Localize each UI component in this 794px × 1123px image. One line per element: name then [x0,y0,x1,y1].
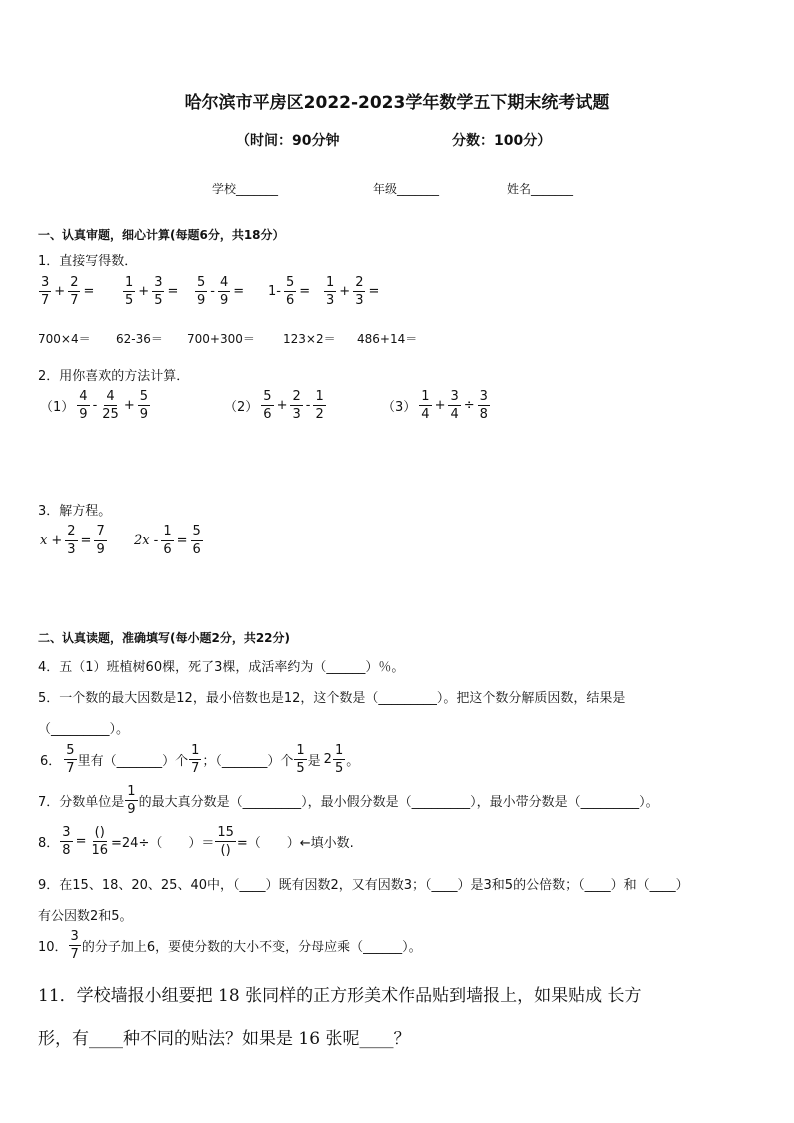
fraction: $\frac{5}{7}$ [66,743,75,776]
q5-text-line2: （_________）。 [38,722,130,737]
fraction: $\frac{5}{6}$ [285,275,295,308]
fraction: $\frac{3}{8}$ [62,825,71,858]
q9-text-line2: 有公因数2和5。 [38,909,133,924]
q7-text: 7．分数单位是 $\frac{1}{9}$ 的最大真分数是（_________），最小假分数是（_________），最小带分数是（_________）。 [38,784,659,817]
fraction: $\frac{3}{7}$ [70,929,79,962]
fraction: $\frac{3}{5}$ [154,275,163,308]
section-2-heading: 二、认真读题，准确填写(每小题2分，共22分) [38,631,291,645]
q2-expr-3: （3） $\frac{1}{4}$ + $\frac{3}{4}$ ÷ $\frac{3}{8}$ [382,389,488,422]
fraction: $\frac{1}{9}$ [127,784,136,817]
q2-expr-2: （2） $\frac{5}{6}$ + $\frac{2}{3}$ - $\frac{1}{2}$ [224,389,324,422]
q11-text-line2: 形，有____种不同的贴法？如果是 16 张呢____？ [38,1029,411,1049]
school-field: 学校_______ [212,182,279,196]
q1-label: 1．直接写得数． [38,254,138,269]
fraction: $\frac{1}{6}$ [163,524,172,557]
section-1-heading: 一、认真审题，细心计算(每题6分，共18分） [38,228,285,242]
q9-text-line1: 9．在15、18、20、25、40中，（____）既有因数2，又有因数3；（____）是3和5的公倍数；（____）和（____） [38,878,689,893]
fraction: $\frac{1}{2}$ [315,389,324,422]
fraction: $\frac{5}{6}$ [263,389,272,422]
q8-text: 8． $\frac{3}{8}$ = $\frac{()}{16}$ =24÷（ ）＝ $\frac{15}{()}$ =（ ）←填小数. [38,825,354,858]
fraction: $\frac{7}{9}$ [96,524,105,557]
fraction: $\frac{2}{3}$ [292,389,301,422]
q1-calc-1: 700×4＝ [38,332,91,346]
q1-calc-4: 123×2＝ [283,332,336,346]
q1-calc-5: 486+14＝ [357,332,418,346]
page-title: 哈尔滨市平房区2022-2023学年数学五下期末统考试题 [184,93,610,113]
fraction: $\frac{2}{3}$ [355,275,364,308]
fraction: $\frac{2}{7}$ [70,275,79,308]
q1-expr-5: $\frac{1}{3}$ + $\frac{2}{3}$ = [326,275,380,308]
fraction: $\frac{5}{9}$ [197,275,206,308]
q1-calc-3: 700+300＝ [187,332,255,346]
fraction: $\frac{1}{4}$ [421,389,430,422]
fraction: $\frac{5}{9}$ [139,389,148,422]
q1-calc-2: 62-36＝ [116,332,163,346]
fraction: $\frac{4}{25}$ [102,389,119,422]
q1-expr-1: $\frac{3}{7}$ + $\frac{2}{7}$ = [41,275,95,308]
q6-text: 6． $\frac{5}{7}$ 里有（_______）个 $\frac{1}{7}$ ；（_______）个 $\frac{1}{5}$ 是 2 $\frac{1}{5}$ 。 [40,743,360,776]
fraction: $\frac{1}{3}$ [326,275,335,308]
q1-expr-3: $\frac{5}{9}$ - $\frac{4}{9}$ = [197,275,245,308]
fraction: $\frac{4}{9}$ [219,275,229,308]
fraction: $\frac{3}{4}$ [450,389,459,422]
q3-equation-2: 2x - $\frac{1}{6}$ = $\frac{5}{6}$ [134,524,201,557]
q3-label: 3．解方程。 [38,504,112,519]
q1-expr-4: 1- $\frac{5}{6}$ = [268,275,311,308]
q11-text-line1: 11．学校墙报小组要把 18 张同样的正方形美术作品贴到墙报上，如果贴成 长方 [38,986,642,1006]
exam-score: 分数：100分） [452,133,552,149]
fraction: $\frac{1}{5}$ [125,275,134,308]
q2-label: 2．用你喜欢的方法计算． [38,369,190,384]
grade-field: 年级_______ [373,182,440,196]
fraction: $\frac{2}{3}$ [67,524,76,557]
name-field: 姓名_______ [507,182,574,196]
fraction: $\frac{1}{5}$ [334,743,344,776]
fraction: $\frac{15}{()}$ [217,825,234,858]
q2-expr-1: （1） $\frac{4}{9}$ - $\frac{4}{25}$ + $\frac{5}{9}$ [40,389,148,422]
fraction: $\frac{5}{6}$ [192,524,201,557]
fraction: $\frac{3}{7}$ [41,275,50,308]
fraction: $\frac{4}{9}$ [79,389,88,422]
fraction: $\frac{1}{7}$ [191,743,200,776]
q3-equation-1: x + $\frac{2}{3}$ = $\frac{7}{9}$ [40,524,105,557]
fraction: $\frac{()}{16}$ [91,825,109,858]
q1-expr-2: $\frac{1}{5}$ + $\frac{3}{5}$ = [125,275,179,308]
q5-text-line1: 5．一个数的最大因数是12，最小倍数也是12，这个数是（_________）。把这个数分解质因数，结果是 [38,691,626,706]
q4-text: 4．五（1）班植树60棵，死了3棵，成活率约为（______）％。 [38,660,405,675]
fraction: $\frac{1}{5}$ [296,743,305,776]
q10-text: 10． $\frac{3}{7}$ 的分子加上6，要使分数的大小不变，分母应乘（______）。 [38,929,422,962]
exam-time: （时间：90分钟 [236,133,340,149]
fraction: $\frac{3}{8}$ [479,389,488,422]
